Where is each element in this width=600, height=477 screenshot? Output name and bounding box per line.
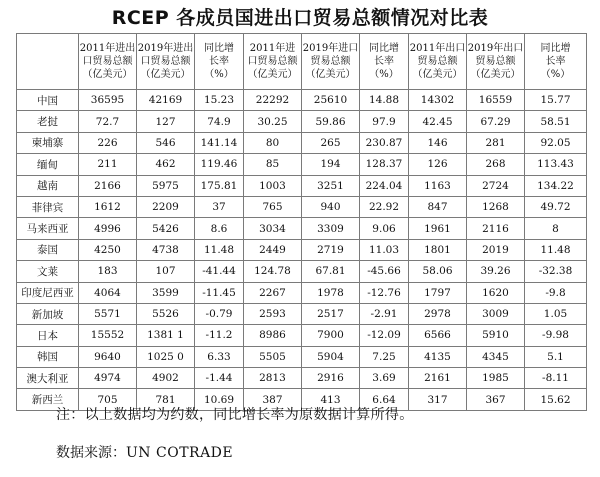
header-cell: 2019年进口 贸易总额 （亿美元） <box>302 34 360 90</box>
value-cell: 16559 <box>467 90 525 111</box>
value-cell: 2116 <box>467 218 525 239</box>
value-cell: 387 <box>244 389 302 410</box>
value-cell: 6.33 <box>195 346 244 367</box>
value-cell: 97.9 <box>360 111 409 132</box>
value-cell: 183 <box>79 261 137 282</box>
value-cell: 847 <box>409 196 467 217</box>
value-cell: 2517 <box>302 303 360 324</box>
value-cell: -12.09 <box>360 325 409 346</box>
value-cell: 175.81 <box>195 175 244 196</box>
value-cell: 39.26 <box>467 261 525 282</box>
value-cell: 6566 <box>409 325 467 346</box>
value-cell: 211 <box>79 154 137 175</box>
value-cell: 2724 <box>467 175 525 196</box>
value-cell: 119.46 <box>195 154 244 175</box>
country-cell: 文莱 <box>17 261 79 282</box>
header-cell: 2011年进出 口贸易总额 （亿美元） <box>79 34 137 90</box>
table-row <box>17 90 587 111</box>
value-cell: 2719 <box>302 239 360 260</box>
value-cell: 1801 <box>409 239 467 260</box>
value-cell: 5.1 <box>525 346 587 367</box>
value-cell: 58.51 <box>525 111 587 132</box>
value-cell: 9640 <box>79 346 137 367</box>
value-cell: 3251 <box>302 175 360 196</box>
value-cell: 37 <box>195 196 244 217</box>
table-body <box>17 90 587 411</box>
value-cell: 113.43 <box>525 154 587 175</box>
value-cell: 4345 <box>467 346 525 367</box>
value-cell: 4902 <box>137 368 195 389</box>
value-cell: 4135 <box>409 346 467 367</box>
value-cell: 268 <box>467 154 525 175</box>
value-cell: 42169 <box>137 90 195 111</box>
value-cell: 36595 <box>79 90 137 111</box>
value-cell: 2209 <box>137 196 195 217</box>
value-cell: 367 <box>467 389 525 410</box>
value-cell: 30.25 <box>244 111 302 132</box>
value-cell: 3009 <box>467 303 525 324</box>
country-cell: 中国 <box>17 90 79 111</box>
value-cell: 5505 <box>244 346 302 367</box>
table-row <box>17 218 587 239</box>
trade-table <box>16 33 587 411</box>
value-cell: 1797 <box>409 282 467 303</box>
value-cell: 5904 <box>302 346 360 367</box>
country-cell: 新加坡 <box>17 303 79 324</box>
header-cell: 同比增 长率 （%） <box>195 34 244 90</box>
value-cell: -1.44 <box>195 368 244 389</box>
value-cell: 1961 <box>409 218 467 239</box>
header-cell: 2011年出口 贸易总额 （亿美元） <box>409 34 467 90</box>
value-cell: 2916 <box>302 368 360 389</box>
value-cell: 224.04 <box>360 175 409 196</box>
value-cell: 226 <box>79 132 137 153</box>
value-cell: 546 <box>137 132 195 153</box>
value-cell: 2166 <box>79 175 137 196</box>
value-cell: 1.05 <box>525 303 587 324</box>
country-cell: 印度尼西亚 <box>17 282 79 303</box>
table-title: RCEP 各成员国进出口贸易总额情况对比表 <box>111 7 489 29</box>
value-cell: 230.87 <box>360 132 409 153</box>
value-cell: 141.14 <box>195 132 244 153</box>
table-row <box>17 239 587 260</box>
value-cell: 9.06 <box>360 218 409 239</box>
table-row <box>17 325 587 346</box>
country-cell: 韩国 <box>17 346 79 367</box>
value-cell: 8986 <box>244 325 302 346</box>
country-cell: 日本 <box>17 325 79 346</box>
value-cell: -8.11 <box>525 368 587 389</box>
value-cell: 265 <box>302 132 360 153</box>
value-cell: 124.78 <box>244 261 302 282</box>
country-cell: 老挝 <box>17 111 79 132</box>
value-cell: 22292 <box>244 90 302 111</box>
value-cell: 2813 <box>244 368 302 389</box>
value-cell: -0.79 <box>195 303 244 324</box>
value-cell: 1978 <box>302 282 360 303</box>
value-cell: 134.22 <box>525 175 587 196</box>
table-row <box>17 282 587 303</box>
value-cell: 3.69 <box>360 368 409 389</box>
header-cell: 同比增 长率 （%） <box>360 34 409 90</box>
value-cell: 107 <box>137 261 195 282</box>
value-cell: 940 <box>302 196 360 217</box>
value-cell: 2978 <box>409 303 467 324</box>
header-cell <box>17 34 79 90</box>
value-cell: -12.76 <box>360 282 409 303</box>
country-cell: 缅甸 <box>17 154 79 175</box>
value-cell: 5571 <box>79 303 137 324</box>
value-cell: 80 <box>244 132 302 153</box>
value-cell: 7900 <box>302 325 360 346</box>
value-cell: 85 <box>244 154 302 175</box>
value-cell: 2019 <box>467 239 525 260</box>
country-cell: 泰国 <box>17 239 79 260</box>
value-cell: 2161 <box>409 368 467 389</box>
value-cell: 127 <box>137 111 195 132</box>
value-cell: 15.23 <box>195 90 244 111</box>
value-cell: 72.7 <box>79 111 137 132</box>
header-cell: 同比增 长率 （%） <box>525 34 587 90</box>
value-cell: 126 <box>409 154 467 175</box>
value-cell: 58.06 <box>409 261 467 282</box>
country-cell: 柬埔寨 <box>17 132 79 153</box>
value-cell: 1620 <box>467 282 525 303</box>
value-cell: 781 <box>137 389 195 410</box>
value-cell: 6.64 <box>360 389 409 410</box>
value-cell: 4996 <box>79 218 137 239</box>
value-cell: 1268 <box>467 196 525 217</box>
value-cell: 3034 <box>244 218 302 239</box>
value-cell: 59.86 <box>302 111 360 132</box>
value-cell: 11.03 <box>360 239 409 260</box>
value-cell: 1003 <box>244 175 302 196</box>
value-cell: 2267 <box>244 282 302 303</box>
value-cell: 74.9 <box>195 111 244 132</box>
value-cell: -2.91 <box>360 303 409 324</box>
value-cell: -9.8 <box>525 282 587 303</box>
value-cell: 10.69 <box>195 389 244 410</box>
value-cell: -32.38 <box>525 261 587 282</box>
value-cell: 7.25 <box>360 346 409 367</box>
header-row <box>17 34 587 90</box>
value-cell: 67.81 <box>302 261 360 282</box>
value-cell: 15552 <box>79 325 137 346</box>
source-line <box>56 442 233 462</box>
value-cell: 8.6 <box>195 218 244 239</box>
table-row <box>17 132 587 153</box>
table-row <box>17 196 587 217</box>
value-cell: 4974 <box>79 368 137 389</box>
table-row <box>17 368 587 389</box>
value-cell: 281 <box>467 132 525 153</box>
value-cell: 413 <box>302 389 360 410</box>
source-label: 数据来源： <box>56 445 126 461</box>
value-cell: 1163 <box>409 175 467 196</box>
value-cell: 705 <box>79 389 137 410</box>
value-cell: 1025 0 <box>137 346 195 367</box>
value-cell: 15.77 <box>525 90 587 111</box>
table-row <box>17 261 587 282</box>
country-cell: 新西兰 <box>17 389 79 410</box>
value-cell: 11.48 <box>195 239 244 260</box>
value-cell: 317 <box>409 389 467 410</box>
country-cell: 马来西亚 <box>17 218 79 239</box>
header-cell: 2019年进出 口贸易总额 （亿美元） <box>137 34 195 90</box>
footnote: 注：以上数据均为约数，同比增长率为原数据计算所得。 <box>56 407 414 423</box>
source-value: UN COTRADE <box>126 445 234 461</box>
value-cell: 1985 <box>467 368 525 389</box>
value-cell: 765 <box>244 196 302 217</box>
value-cell: 128.37 <box>360 154 409 175</box>
value-cell: -11.2 <box>195 325 244 346</box>
value-cell: 462 <box>137 154 195 175</box>
value-cell: 1612 <box>79 196 137 217</box>
value-cell: 25610 <box>302 90 360 111</box>
table-row <box>17 154 587 175</box>
value-cell: 49.72 <box>525 196 587 217</box>
value-cell: 2449 <box>244 239 302 260</box>
value-cell: 4738 <box>137 239 195 260</box>
value-cell: 22.92 <box>360 196 409 217</box>
value-cell: 194 <box>302 154 360 175</box>
value-cell: 146 <box>409 132 467 153</box>
value-cell: 67.29 <box>467 111 525 132</box>
table-row <box>17 303 587 324</box>
value-cell: 1381 1 <box>137 325 195 346</box>
value-cell: 5526 <box>137 303 195 324</box>
value-cell: -9.98 <box>525 325 587 346</box>
table-row <box>17 175 587 196</box>
value-cell: 92.05 <box>525 132 587 153</box>
country-cell: 越南 <box>17 175 79 196</box>
table-row <box>17 111 587 132</box>
table-row <box>17 346 587 367</box>
value-cell: 3309 <box>302 218 360 239</box>
value-cell: 8 <box>525 218 587 239</box>
value-cell: 5975 <box>137 175 195 196</box>
value-cell: 3599 <box>137 282 195 303</box>
value-cell: 5910 <box>467 325 525 346</box>
value-cell: 5426 <box>137 218 195 239</box>
value-cell: 4250 <box>79 239 137 260</box>
value-cell: 14.88 <box>360 90 409 111</box>
value-cell: 11.48 <box>525 239 587 260</box>
header-cell: 2011年进 口贸易总额 （亿美元） <box>244 34 302 90</box>
value-cell: -41.44 <box>195 261 244 282</box>
header-cell: 2019年出口 贸易总额 （亿美元） <box>467 34 525 90</box>
value-cell: 4064 <box>79 282 137 303</box>
country-cell: 菲律宾 <box>17 196 79 217</box>
value-cell: 15.62 <box>525 389 587 410</box>
country-cell: 澳大利亚 <box>17 368 79 389</box>
value-cell: 42.45 <box>409 111 467 132</box>
value-cell: -11.45 <box>195 282 244 303</box>
value-cell: 2593 <box>244 303 302 324</box>
value-cell: 14302 <box>409 90 467 111</box>
value-cell: -45.66 <box>360 261 409 282</box>
